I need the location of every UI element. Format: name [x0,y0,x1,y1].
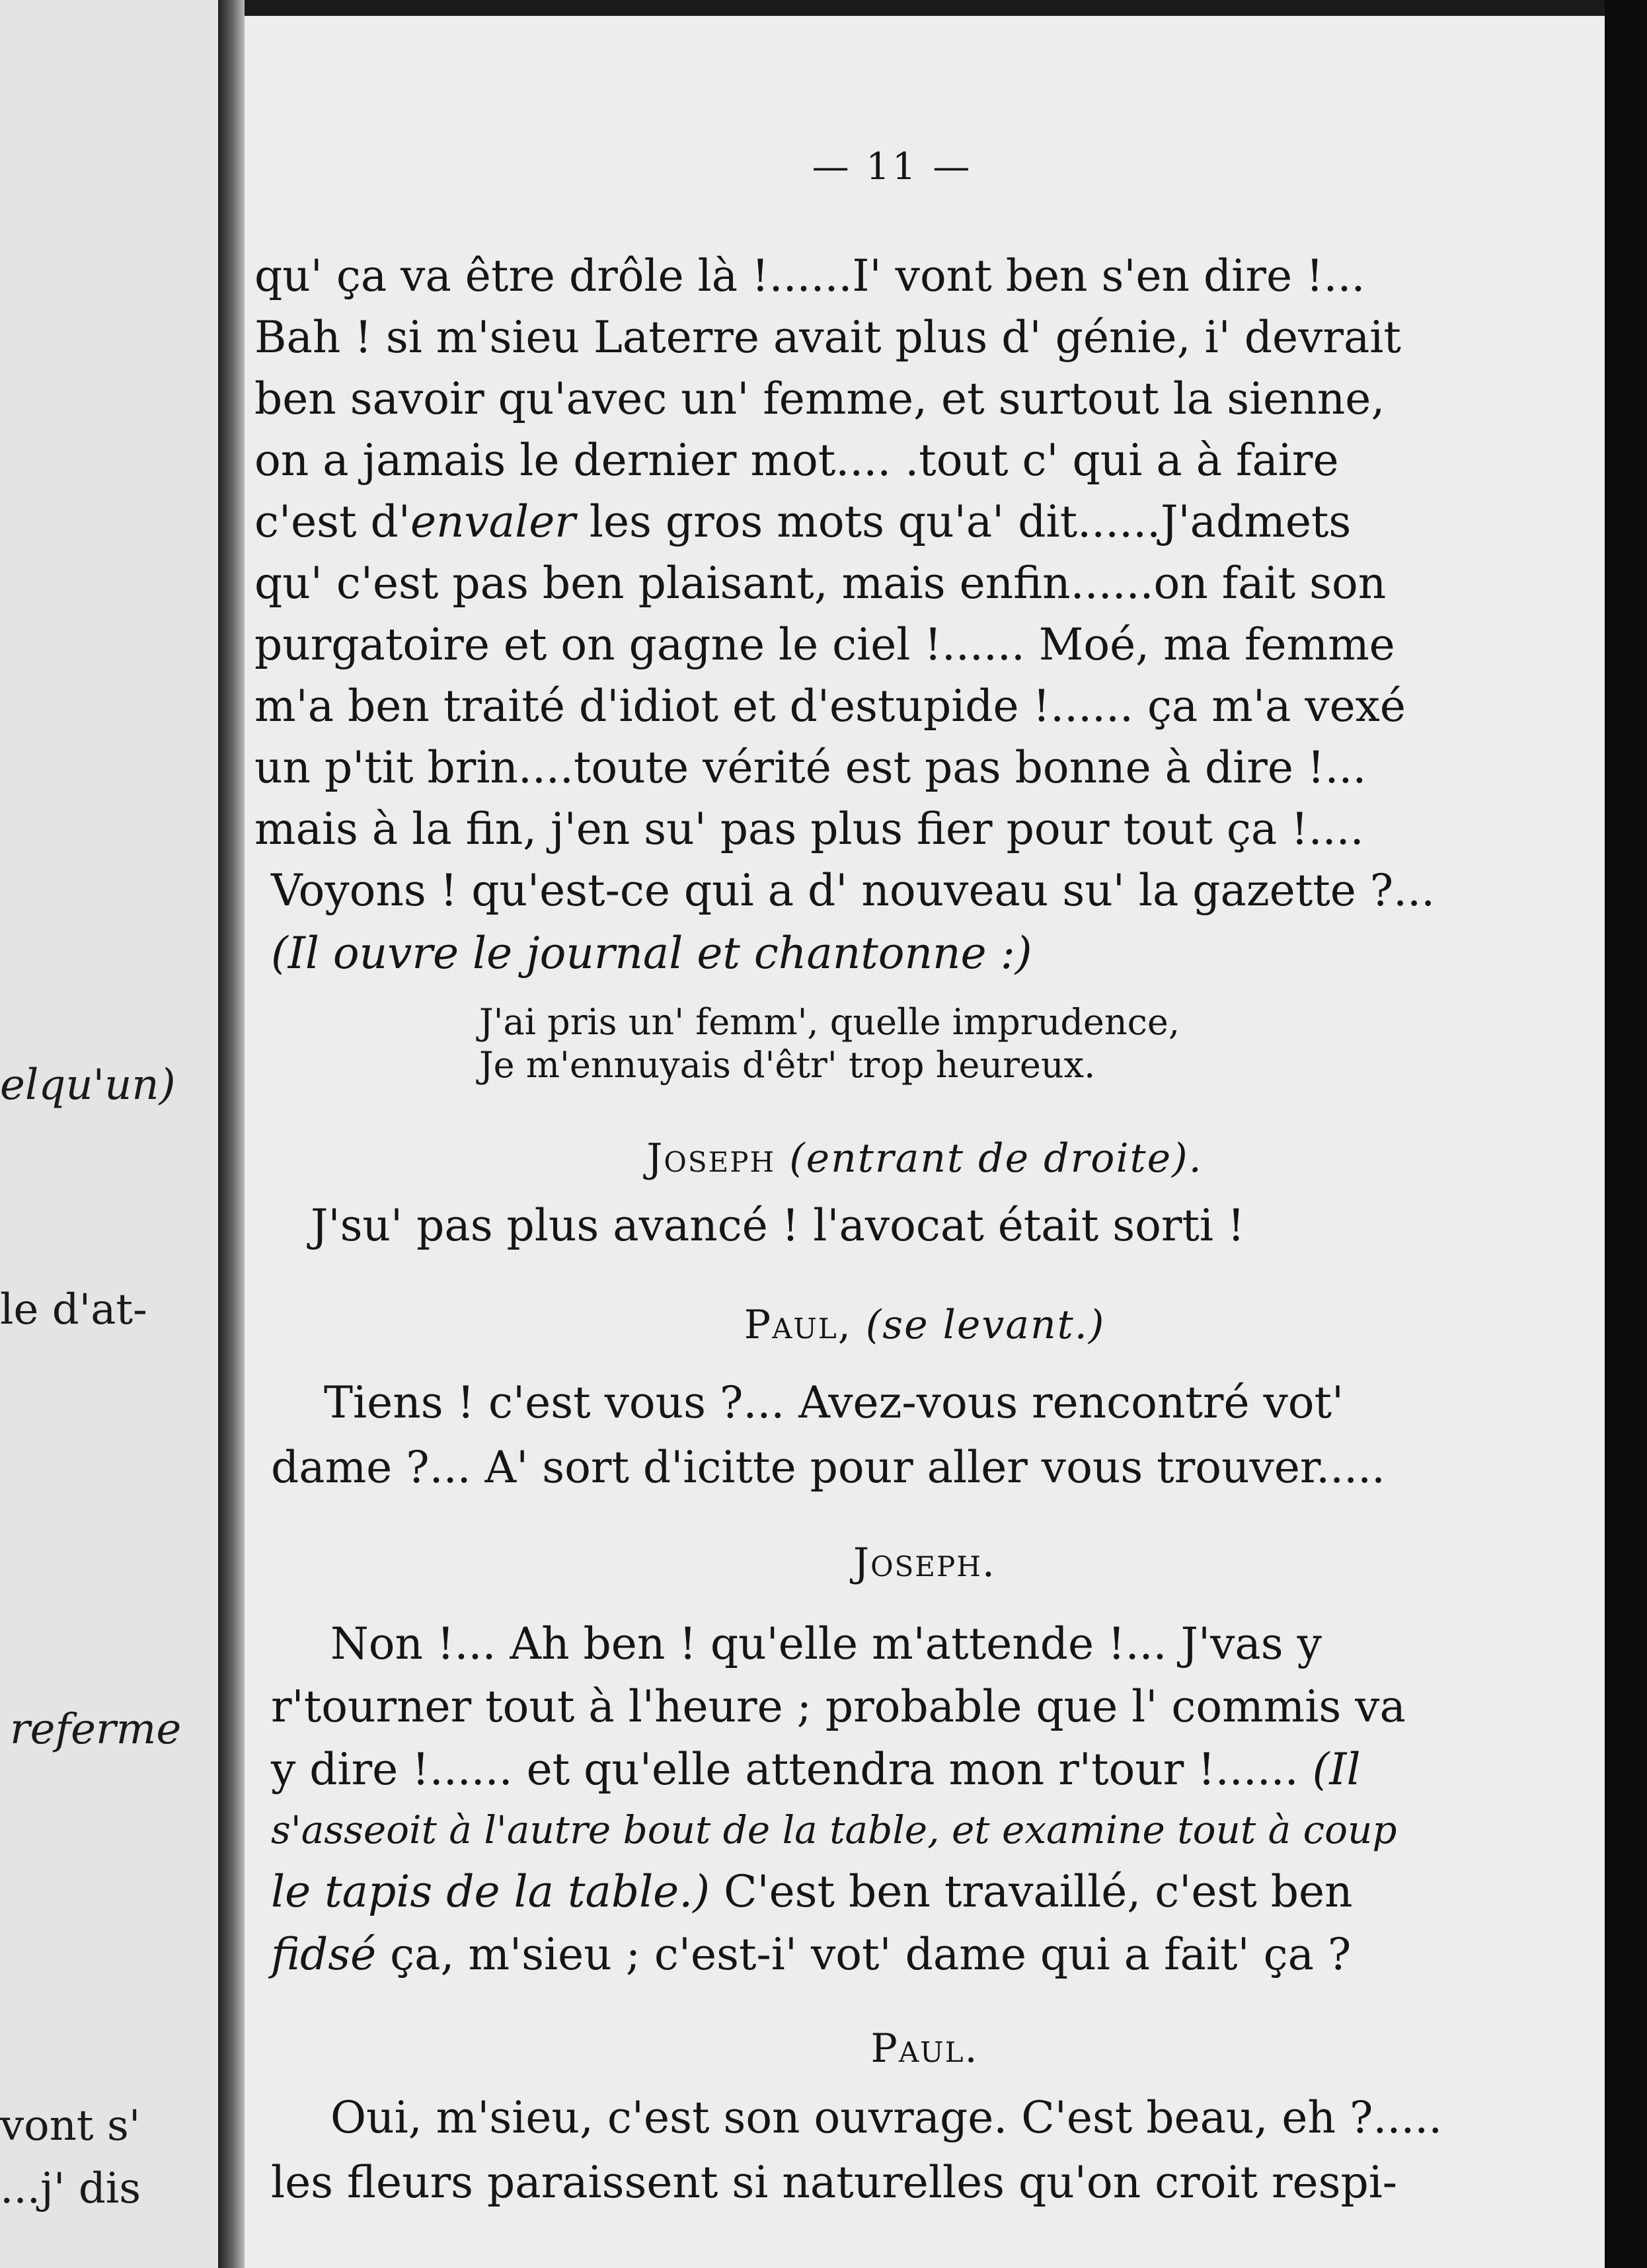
text-line: le tapis de la table.) C'est ben travaillé, c'est ben [271,1866,1353,1917]
text-line: y dire !...... et qu'elle attendra mon r'tour !...... (Il [271,1744,1361,1795]
left-fragment: le d'at- [0,1285,147,1334]
left-fragment: vont s' [0,2101,141,2150]
text-line: un p'tit brin....toute vérité est pas bonne à dire !... [254,742,1367,793]
text-line: mais à la fin, j'en su' pas plus fier pour tout ça !.... [254,804,1364,854]
left-fragment: referme [10,1705,182,1754]
page-number: — 11 — [812,145,973,188]
left-fragment: ...j' dis [0,2164,141,2213]
text-line: Voyons ! qu'est-ce qui a d' nouveau su' la gazette ?... [271,865,1436,916]
page-edge [1605,0,1647,2268]
text-line: qu' ça va être drôle là !......I' vont ben s'en dire !... [254,250,1365,301]
text-line: m'a ben traité d'idiot et d'estupide !...... ça m'a vexé [254,681,1406,732]
text-line: qu' c'est pas ben plaisant, mais enfin......on fait son [254,558,1387,609]
stage-direction: s'asseoit à l'autre bout de la table, et examine tout à coup [271,1807,1397,1852]
text-line: Tiens ! c'est vous ?... Avez-vous rencontré vot' [324,1377,1344,1428]
text-line: Oui, m'sieu, c'est son ouvrage. C'est beau, eh ?..... [330,2092,1443,2143]
stage-direction: (Il ouvre le journal et chantonne :) [271,928,1032,979]
text-line: dame ?... A' sort d'icitte pour aller vous trouver..... [271,1442,1386,1493]
speaker-heading: Paul, (se levant.) [744,1302,1106,1348]
book-spine [218,0,245,2268]
text-line: r'tourner tout à l'heure ; probable que l' commis va [271,1681,1406,1732]
song-line: J'ai pris un' femm', quelle imprudence, [479,1001,1180,1043]
text-line: fidsé ça, m'sieu ; c'est-i' vot' dame qui a fait' ça ? [271,1929,1352,1980]
song-line: Je m'ennuyais d'êtr' trop heureux. [479,1044,1096,1086]
text-line: Bah ! si m'sieu Laterre avait plus d' génie, i' devrait [254,312,1401,363]
text-line: on a jamais le dernier mot.... .tout c' qui a à faire [254,435,1339,486]
left-page [0,0,222,2268]
text-line: ben savoir qu'avec un' femme, et surtout la sienne, [254,373,1385,424]
speaker-heading: Paul. [870,2025,979,2072]
left-fragment: elqu'un) [0,1061,176,1110]
text-line: les fleurs paraissent si naturelles qu'on croit respi- [271,2157,1398,2208]
text-line: purgatoire et on gagne le ciel !...... Moé, ma femme [254,619,1395,670]
text-line: J'su' pas plus avancé ! l'avocat était sorti ! [311,1200,1245,1251]
speaker-heading: Joseph (entrant de droite). [646,1135,1203,1182]
text-line: c'est d'envaler les gros mots qu'a' dit......J'admets [254,496,1352,547]
text-line: Non !... Ah ben ! qu'elle m'attende !... J'vas y [330,1618,1322,1669]
speaker-heading: Joseph. [853,1540,996,1586]
